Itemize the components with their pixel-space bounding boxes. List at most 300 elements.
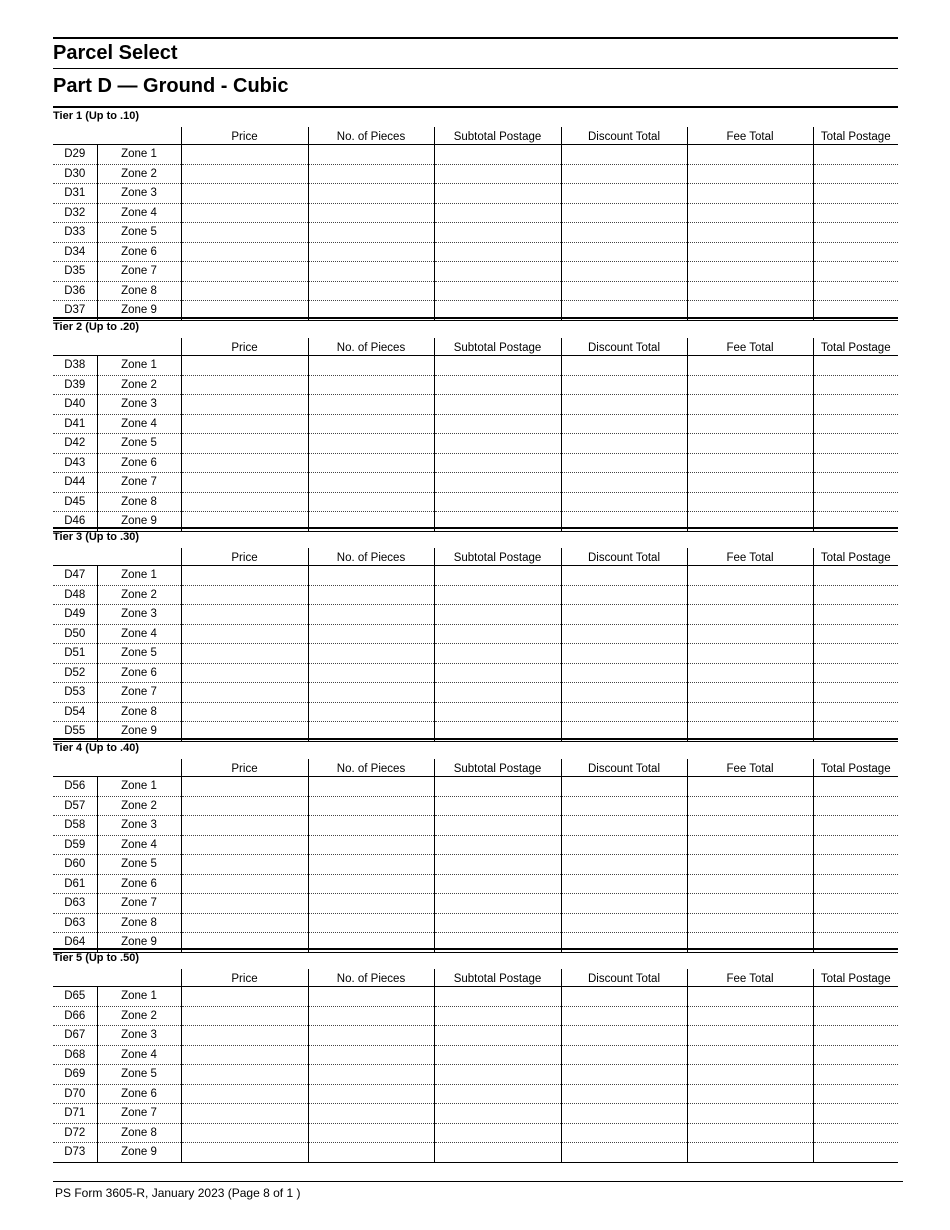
entry-cell[interactable] bbox=[181, 414, 308, 434]
entry-cell[interactable] bbox=[561, 894, 687, 914]
entry-cell[interactable] bbox=[687, 913, 813, 933]
entry-cell[interactable] bbox=[561, 414, 687, 434]
table-row bbox=[53, 702, 898, 722]
entry-cell[interactable] bbox=[308, 434, 434, 454]
entry-cell[interactable] bbox=[687, 1026, 813, 1046]
entry-cell[interactable] bbox=[434, 816, 561, 836]
entry-cell[interactable] bbox=[434, 145, 561, 165]
table-row bbox=[53, 395, 898, 415]
entry-cell[interactable] bbox=[813, 777, 898, 797]
entry-cell[interactable] bbox=[308, 874, 434, 894]
entry-cell[interactable] bbox=[308, 644, 434, 664]
entry-cell[interactable] bbox=[687, 203, 813, 223]
zone-label: Zone 5 bbox=[97, 434, 181, 454]
entry-cell[interactable] bbox=[561, 987, 687, 1007]
entry-cell[interactable] bbox=[308, 855, 434, 875]
entry-cell[interactable] bbox=[813, 1026, 898, 1046]
table-row bbox=[53, 145, 898, 165]
entry-cell[interactable] bbox=[813, 242, 898, 262]
entry-cell[interactable] bbox=[181, 987, 308, 1007]
entry-cell[interactable] bbox=[813, 473, 898, 493]
entry-cell[interactable] bbox=[434, 164, 561, 184]
blank-header bbox=[53, 548, 97, 566]
entry-cell[interactable] bbox=[813, 702, 898, 722]
entry-cell[interactable] bbox=[308, 375, 434, 395]
form-title: Parcel Select bbox=[53, 42, 178, 64]
blank-header bbox=[53, 338, 97, 356]
entry-cell[interactable] bbox=[308, 816, 434, 836]
entry-cell[interactable] bbox=[181, 356, 308, 376]
entry-cell[interactable] bbox=[813, 913, 898, 933]
entry-cell[interactable] bbox=[434, 566, 561, 586]
entry-cell[interactable] bbox=[561, 663, 687, 683]
entry-cell[interactable] bbox=[687, 683, 813, 703]
zone-label: Zone 4 bbox=[97, 624, 181, 644]
entry-cell[interactable] bbox=[813, 434, 898, 454]
entry-cell[interactable] bbox=[687, 894, 813, 914]
table-row bbox=[53, 1123, 898, 1143]
entry-cell[interactable] bbox=[308, 913, 434, 933]
entry-cell[interactable] bbox=[813, 835, 898, 855]
entry-cell[interactable] bbox=[181, 473, 308, 493]
entry-cell[interactable] bbox=[687, 414, 813, 434]
zone-label: Zone 9 bbox=[97, 1143, 181, 1163]
entry-cell[interactable] bbox=[561, 1143, 687, 1163]
table-row bbox=[53, 663, 898, 683]
entry-cell[interactable] bbox=[434, 375, 561, 395]
entry-cell[interactable] bbox=[687, 987, 813, 1007]
entry-cell[interactable] bbox=[687, 453, 813, 473]
entry-cell[interactable] bbox=[561, 356, 687, 376]
entry-cell[interactable] bbox=[561, 605, 687, 625]
entry-cell[interactable] bbox=[687, 281, 813, 301]
entry-cell[interactable] bbox=[687, 796, 813, 816]
entry-cell[interactable] bbox=[308, 1026, 434, 1046]
column-header: No. of Pieces bbox=[308, 338, 434, 356]
entry-cell[interactable] bbox=[434, 683, 561, 703]
tier-label: Tier 4 (Up to .40) bbox=[53, 742, 139, 754]
entry-cell[interactable] bbox=[687, 835, 813, 855]
line-code: D69 bbox=[53, 1065, 97, 1085]
table-row bbox=[53, 184, 898, 204]
entry-cell[interactable] bbox=[813, 1143, 898, 1163]
entry-cell[interactable] bbox=[308, 605, 434, 625]
entry-cell[interactable] bbox=[561, 796, 687, 816]
table-row bbox=[53, 566, 898, 586]
blank-header bbox=[97, 759, 181, 777]
column-header: Price bbox=[181, 548, 308, 566]
entry-cell[interactable] bbox=[687, 395, 813, 415]
entry-cell[interactable] bbox=[181, 223, 308, 243]
entry-cell[interactable] bbox=[181, 281, 308, 301]
entry-cell[interactable] bbox=[687, 605, 813, 625]
entry-cell[interactable] bbox=[434, 702, 561, 722]
entry-cell[interactable] bbox=[813, 894, 898, 914]
entry-cell[interactable] bbox=[813, 184, 898, 204]
entry-cell[interactable] bbox=[813, 566, 898, 586]
entry-cell[interactable] bbox=[687, 1045, 813, 1065]
entry-cell[interactable] bbox=[308, 281, 434, 301]
entry-cell[interactable] bbox=[434, 1143, 561, 1163]
entry-cell[interactable] bbox=[434, 203, 561, 223]
entry-cell[interactable] bbox=[434, 644, 561, 664]
entry-cell[interactable] bbox=[813, 414, 898, 434]
table-row bbox=[53, 223, 898, 243]
entry-cell[interactable] bbox=[561, 453, 687, 473]
entry-cell[interactable] bbox=[308, 453, 434, 473]
table-row bbox=[53, 492, 898, 512]
entry-cell[interactable] bbox=[308, 1123, 434, 1143]
entry-cell[interactable] bbox=[181, 835, 308, 855]
entry-cell[interactable] bbox=[687, 1104, 813, 1124]
entry-cell[interactable] bbox=[308, 262, 434, 282]
entry-cell[interactable] bbox=[434, 1026, 561, 1046]
entry-cell[interactable] bbox=[561, 1045, 687, 1065]
table-row bbox=[53, 894, 898, 914]
zone-label: Zone 4 bbox=[97, 414, 181, 434]
entry-cell[interactable] bbox=[813, 164, 898, 184]
zone-label: Zone 2 bbox=[97, 1006, 181, 1026]
entry-cell[interactable] bbox=[434, 663, 561, 683]
entry-cell[interactable] bbox=[687, 492, 813, 512]
entry-cell[interactable] bbox=[434, 434, 561, 454]
line-code: D38 bbox=[53, 356, 97, 376]
entry-cell[interactable] bbox=[687, 644, 813, 664]
table-row bbox=[53, 683, 898, 703]
entry-cell[interactable] bbox=[308, 145, 434, 165]
entry-cell[interactable] bbox=[181, 644, 308, 664]
entry-cell[interactable] bbox=[181, 262, 308, 282]
entry-cell[interactable] bbox=[687, 262, 813, 282]
entry-cell[interactable] bbox=[308, 164, 434, 184]
entry-cell[interactable] bbox=[308, 796, 434, 816]
entry-cell[interactable] bbox=[561, 242, 687, 262]
entry-cell[interactable] bbox=[561, 262, 687, 282]
entry-cell[interactable] bbox=[687, 1143, 813, 1163]
entry-cell[interactable] bbox=[561, 434, 687, 454]
entry-cell[interactable] bbox=[308, 1045, 434, 1065]
entry-cell[interactable] bbox=[181, 145, 308, 165]
entry-cell[interactable] bbox=[561, 1026, 687, 1046]
line-code: D57 bbox=[53, 796, 97, 816]
entry-cell[interactable] bbox=[181, 566, 308, 586]
entry-cell[interactable] bbox=[561, 816, 687, 836]
entry-cell[interactable] bbox=[181, 1104, 308, 1124]
entry-cell[interactable] bbox=[434, 585, 561, 605]
entry-cell[interactable] bbox=[308, 395, 434, 415]
zone-label: Zone 3 bbox=[97, 395, 181, 415]
table-row bbox=[53, 1104, 898, 1124]
entry-cell[interactable] bbox=[813, 356, 898, 376]
line-code: D30 bbox=[53, 164, 97, 184]
entry-cell[interactable] bbox=[813, 375, 898, 395]
entry-cell[interactable] bbox=[561, 777, 687, 797]
top-rule bbox=[53, 37, 898, 39]
entry-cell[interactable] bbox=[561, 1104, 687, 1124]
entry-cell[interactable] bbox=[687, 164, 813, 184]
entry-cell[interactable] bbox=[687, 1065, 813, 1085]
entry-cell[interactable] bbox=[434, 223, 561, 243]
zone-label: Zone 1 bbox=[97, 145, 181, 165]
entry-cell[interactable] bbox=[687, 434, 813, 454]
entry-cell[interactable] bbox=[434, 414, 561, 434]
entry-cell[interactable] bbox=[687, 585, 813, 605]
entry-cell[interactable] bbox=[308, 835, 434, 855]
entry-cell[interactable] bbox=[434, 987, 561, 1007]
entry-cell[interactable] bbox=[813, 644, 898, 664]
entry-cell[interactable] bbox=[434, 1065, 561, 1085]
entry-cell[interactable] bbox=[687, 1084, 813, 1104]
entry-cell[interactable] bbox=[434, 1084, 561, 1104]
column-header: No. of Pieces bbox=[308, 759, 434, 777]
entry-cell[interactable] bbox=[434, 894, 561, 914]
line-code: D41 bbox=[53, 414, 97, 434]
entry-cell[interactable] bbox=[561, 164, 687, 184]
entry-cell[interactable] bbox=[181, 855, 308, 875]
entry-cell[interactable] bbox=[181, 242, 308, 262]
table-row bbox=[53, 1045, 898, 1065]
entry-cell[interactable] bbox=[561, 835, 687, 855]
column-header-row bbox=[53, 969, 898, 987]
entry-cell[interactable] bbox=[687, 816, 813, 836]
entry-cell[interactable] bbox=[308, 184, 434, 204]
entry-cell[interactable] bbox=[813, 855, 898, 875]
entry-cell[interactable] bbox=[561, 624, 687, 644]
entry-cell[interactable] bbox=[813, 874, 898, 894]
entry-cell[interactable] bbox=[434, 835, 561, 855]
entry-cell[interactable] bbox=[813, 492, 898, 512]
entry-cell[interactable] bbox=[181, 1084, 308, 1104]
entry-cell[interactable] bbox=[561, 1123, 687, 1143]
entry-cell[interactable] bbox=[434, 395, 561, 415]
entry-cell[interactable] bbox=[181, 894, 308, 914]
entry-cell[interactable] bbox=[308, 356, 434, 376]
entry-cell[interactable] bbox=[181, 777, 308, 797]
entry-cell[interactable] bbox=[687, 242, 813, 262]
entry-cell[interactable] bbox=[813, 262, 898, 282]
entry-cell[interactable] bbox=[813, 1065, 898, 1085]
entry-cell[interactable] bbox=[561, 1065, 687, 1085]
entry-cell[interactable] bbox=[561, 223, 687, 243]
entry-cell[interactable] bbox=[561, 473, 687, 493]
entry-cell[interactable] bbox=[687, 1006, 813, 1026]
entry-cell[interactable] bbox=[434, 605, 561, 625]
entry-cell[interactable] bbox=[561, 566, 687, 586]
entry-cell[interactable] bbox=[308, 663, 434, 683]
zone-label: Zone 5 bbox=[97, 855, 181, 875]
entry-cell[interactable] bbox=[813, 605, 898, 625]
entry-cell[interactable] bbox=[813, 1006, 898, 1026]
entry-cell[interactable] bbox=[308, 492, 434, 512]
entry-cell[interactable] bbox=[181, 1065, 308, 1085]
entry-cell[interactable] bbox=[434, 184, 561, 204]
entry-cell[interactable] bbox=[434, 874, 561, 894]
entry-cell[interactable] bbox=[687, 855, 813, 875]
entry-cell[interactable] bbox=[181, 683, 308, 703]
entry-cell[interactable] bbox=[561, 395, 687, 415]
entry-cell[interactable] bbox=[181, 184, 308, 204]
entry-cell[interactable] bbox=[308, 777, 434, 797]
line-code: D32 bbox=[53, 203, 97, 223]
entry-cell[interactable] bbox=[308, 683, 434, 703]
entry-cell[interactable] bbox=[181, 164, 308, 184]
entry-cell[interactable] bbox=[181, 395, 308, 415]
entry-cell[interactable] bbox=[181, 203, 308, 223]
entry-cell[interactable] bbox=[813, 1104, 898, 1124]
column-header: Subtotal Postage bbox=[434, 548, 561, 566]
entry-cell[interactable] bbox=[561, 1084, 687, 1104]
zone-label: Zone 7 bbox=[97, 683, 181, 703]
entry-cell[interactable] bbox=[181, 492, 308, 512]
entry-cell[interactable] bbox=[434, 1045, 561, 1065]
entry-cell[interactable] bbox=[181, 1006, 308, 1026]
entry-cell[interactable] bbox=[813, 816, 898, 836]
entry-cell[interactable] bbox=[308, 894, 434, 914]
entry-cell[interactable] bbox=[434, 473, 561, 493]
entry-cell[interactable] bbox=[813, 624, 898, 644]
entry-cell[interactable] bbox=[687, 145, 813, 165]
line-code: D42 bbox=[53, 434, 97, 454]
entry-cell[interactable] bbox=[561, 855, 687, 875]
entry-cell[interactable] bbox=[561, 375, 687, 395]
entry-cell[interactable] bbox=[308, 987, 434, 1007]
entry-cell[interactable] bbox=[813, 395, 898, 415]
entry-cell[interactable] bbox=[308, 414, 434, 434]
entry-cell[interactable] bbox=[687, 184, 813, 204]
column-header: Subtotal Postage bbox=[434, 127, 561, 145]
entry-cell[interactable] bbox=[181, 816, 308, 836]
entry-cell[interactable] bbox=[308, 585, 434, 605]
entry-cell[interactable] bbox=[181, 375, 308, 395]
entry-cell[interactable] bbox=[308, 1143, 434, 1163]
entry-cell[interactable] bbox=[561, 1006, 687, 1026]
line-code: D66 bbox=[53, 1006, 97, 1026]
entry-cell[interactable] bbox=[181, 624, 308, 644]
entry-cell[interactable] bbox=[434, 1006, 561, 1026]
table-row bbox=[53, 434, 898, 454]
entry-cell[interactable] bbox=[813, 683, 898, 703]
entry-cell[interactable] bbox=[308, 1006, 434, 1026]
entry-cell[interactable] bbox=[181, 1143, 308, 1163]
entry-cell[interactable] bbox=[687, 223, 813, 243]
entry-cell[interactable] bbox=[687, 624, 813, 644]
line-code: D51 bbox=[53, 644, 97, 664]
entry-cell[interactable] bbox=[308, 566, 434, 586]
line-code: D56 bbox=[53, 777, 97, 797]
entry-cell[interactable] bbox=[561, 585, 687, 605]
entry-cell[interactable] bbox=[561, 874, 687, 894]
section-title: Part D — Ground - Cubic bbox=[53, 75, 289, 97]
entry-cell[interactable] bbox=[181, 585, 308, 605]
entry-cell[interactable] bbox=[813, 145, 898, 165]
entry-cell[interactable] bbox=[434, 281, 561, 301]
table-row bbox=[53, 585, 898, 605]
entry-cell[interactable] bbox=[434, 913, 561, 933]
entry-cell[interactable] bbox=[813, 281, 898, 301]
entry-cell[interactable] bbox=[434, 777, 561, 797]
entry-cell[interactable] bbox=[181, 1123, 308, 1143]
entry-cell[interactable] bbox=[308, 624, 434, 644]
entry-cell[interactable] bbox=[561, 644, 687, 664]
entry-cell[interactable] bbox=[561, 913, 687, 933]
line-code: D59 bbox=[53, 835, 97, 855]
entry-cell[interactable] bbox=[308, 203, 434, 223]
entry-cell[interactable] bbox=[308, 223, 434, 243]
entry-cell[interactable] bbox=[308, 1065, 434, 1085]
zone-label: Zone 7 bbox=[97, 473, 181, 493]
entry-cell[interactable] bbox=[181, 434, 308, 454]
entry-cell[interactable] bbox=[434, 356, 561, 376]
entry-cell[interactable] bbox=[308, 702, 434, 722]
entry-cell[interactable] bbox=[813, 1045, 898, 1065]
entry-cell[interactable] bbox=[813, 223, 898, 243]
entry-cell[interactable] bbox=[181, 874, 308, 894]
entry-cell[interactable] bbox=[687, 473, 813, 493]
table-row bbox=[53, 874, 898, 894]
entry-cell[interactable] bbox=[434, 855, 561, 875]
entry-cell[interactable] bbox=[308, 1084, 434, 1104]
entry-cell[interactable] bbox=[308, 1104, 434, 1124]
entry-cell[interactable] bbox=[687, 702, 813, 722]
entry-cell[interactable] bbox=[561, 203, 687, 223]
entry-cell[interactable] bbox=[181, 605, 308, 625]
entry-cell[interactable] bbox=[561, 702, 687, 722]
entry-cell[interactable] bbox=[434, 242, 561, 262]
entry-cell[interactable] bbox=[434, 1104, 561, 1124]
entry-cell[interactable] bbox=[813, 1123, 898, 1143]
entry-cell[interactable] bbox=[434, 492, 561, 512]
entry-cell[interactable] bbox=[561, 492, 687, 512]
line-code: D34 bbox=[53, 242, 97, 262]
entry-cell[interactable] bbox=[561, 184, 687, 204]
entry-cell[interactable] bbox=[687, 874, 813, 894]
entry-cell[interactable] bbox=[813, 585, 898, 605]
entry-cell[interactable] bbox=[434, 796, 561, 816]
entry-cell[interactable] bbox=[181, 453, 308, 473]
entry-cell[interactable] bbox=[434, 453, 561, 473]
entry-cell[interactable] bbox=[687, 375, 813, 395]
line-code: D70 bbox=[53, 1084, 97, 1104]
entry-cell[interactable] bbox=[813, 796, 898, 816]
entry-cell[interactable] bbox=[561, 145, 687, 165]
entry-cell[interactable] bbox=[687, 356, 813, 376]
entry-cell[interactable] bbox=[813, 203, 898, 223]
entry-cell[interactable] bbox=[434, 624, 561, 644]
entry-cell[interactable] bbox=[813, 987, 898, 1007]
entry-cell[interactable] bbox=[181, 913, 308, 933]
line-code: D43 bbox=[53, 453, 97, 473]
entry-cell[interactable] bbox=[687, 1123, 813, 1143]
entry-cell[interactable] bbox=[181, 796, 308, 816]
entry-cell[interactable] bbox=[687, 777, 813, 797]
entry-cell[interactable] bbox=[181, 1026, 308, 1046]
entry-cell[interactable] bbox=[813, 1084, 898, 1104]
entry-cell[interactable] bbox=[561, 281, 687, 301]
column-header: Discount Total bbox=[561, 969, 687, 987]
entry-cell[interactable] bbox=[308, 473, 434, 493]
entry-cell[interactable] bbox=[813, 663, 898, 683]
entry-cell[interactable] bbox=[181, 702, 308, 722]
entry-cell[interactable] bbox=[813, 453, 898, 473]
entry-cell[interactable] bbox=[687, 663, 813, 683]
entry-cell[interactable] bbox=[687, 566, 813, 586]
entry-cell[interactable] bbox=[434, 1123, 561, 1143]
entry-cell[interactable] bbox=[181, 1045, 308, 1065]
entry-cell[interactable] bbox=[308, 242, 434, 262]
entry-cell[interactable] bbox=[561, 683, 687, 703]
entry-cell[interactable] bbox=[181, 663, 308, 683]
entry-cell[interactable] bbox=[434, 262, 561, 282]
